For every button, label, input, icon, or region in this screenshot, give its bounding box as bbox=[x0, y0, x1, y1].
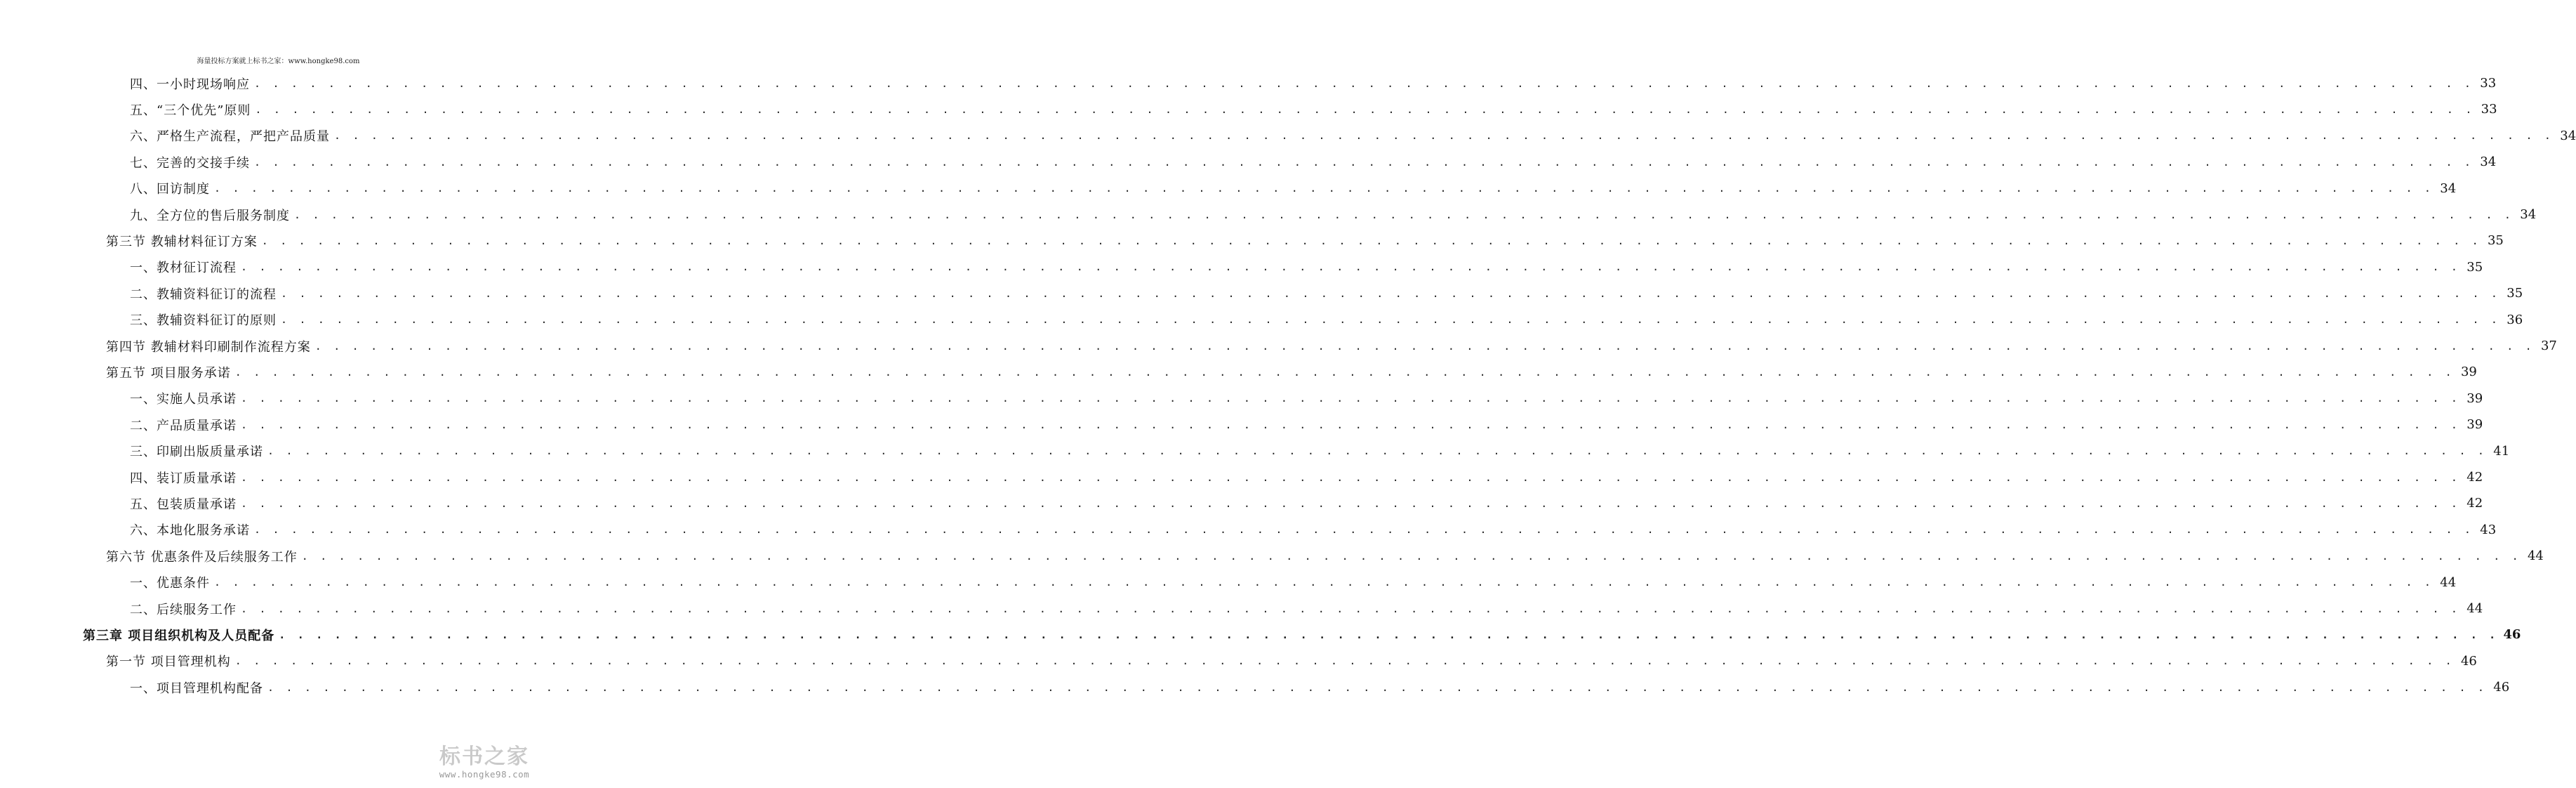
brand-logo bbox=[425, 745, 544, 780]
toc-entry-page: 42 bbox=[2467, 470, 2483, 485]
toc-entry-page: 33 bbox=[2480, 76, 2497, 91]
toc-leader-dots: . . . . . . . . . . . . . . . . . . . . . . . . . . . . . . . . . . . . . . . . . . . . . . . . . . . . . . . . . . . . . . . . . . . . . . . . . . . . . . . . . . . . . . . . . . . . . . . . . . . . . . . . . . . . . . . . . . . . . . . . bbox=[234, 365, 2455, 379]
toc-entry-label: 第四节 教辅材料印刷制作流程方案 bbox=[106, 339, 311, 355]
toc-entry-page: 43 bbox=[2480, 522, 2497, 537]
page-header: 海量投标方案就上标书之家：www.hongke98.com bbox=[197, 58, 360, 65]
toc-entry-label: 二、后续服务工作 bbox=[130, 602, 237, 617]
toc-entry-label: 五、“三个优先”原则 bbox=[130, 103, 251, 118]
toc-leader-dots: . . . . . . . . . . . . . . . . . . . . . . . . . . . . . . . . . . . . . . . . . . . . . . . . . . . . . . . . . . . . . . . . . . . . . . . . . . . . . . . . . . . . . . . . . . . . . . . . . . . . . . . . . . . . . . . . . . . . . . . . bbox=[267, 445, 2488, 458]
toc-entry bbox=[106, 648, 2477, 674]
toc-entry-label: 六、本地化服务承诺 bbox=[130, 523, 250, 539]
toc-entry-page: 42 bbox=[2467, 496, 2483, 511]
toc-entry bbox=[130, 386, 2483, 412]
toc-entry bbox=[130, 123, 2576, 149]
toc-entry-page: 44 bbox=[2467, 601, 2483, 616]
toc-entry-page: 33 bbox=[2481, 102, 2497, 117]
toc-entry-label: 五、包装质量承诺 bbox=[130, 497, 237, 512]
toc-entry-label: 四、装订质量承诺 bbox=[130, 471, 237, 486]
toc-entry bbox=[83, 622, 2521, 648]
toc-entry bbox=[130, 674, 2510, 700]
toc-entry-label: 一、优惠条件 bbox=[130, 576, 210, 591]
toc-entry bbox=[130, 464, 2483, 490]
toc-entry bbox=[106, 543, 2544, 569]
toc-leader-dots: . . . . . . . . . . . . . . . . . . . . . . . . . . . . . . . . . . . . . . . . . . . . . . . . . . . . . . . . . . . . . . . . . . . . . . . . . . . . . . . . . . . . . . . . . . . . . . . . . . . . . . . . . . . . . . . . . . . . . . . . bbox=[254, 155, 2474, 169]
toc-entry-label: 一、项目管理机构配备 bbox=[130, 681, 263, 696]
toc-leader-dots: . . . . . . . . . . . . . . . . . . . . . . . . . . . . . . . . . . . . . . . . . . . . . . . . . . . . . . . . . . . . . . . . . . . . . . . . . . . . . . . . . . . . . . . . . . . . . . . . . . . . . . . . . . . . . . . . . . . . . . . . bbox=[255, 103, 2475, 116]
toc-leader-dots: . . . . . . . . . . . . . . . . . . . . . . . . . . . . . . . . . . . . . . . . . . . . . . . . . . . . . . . . . . . . . . . . . . . . . . . . . . . . . . . . . . . . . . . . . . . . . . . . . . . . . . . . . . . . . . . . . . . . . . . . bbox=[301, 549, 2521, 563]
toc-entry bbox=[130, 280, 2523, 306]
toc-leader-dots: . . . . . . . . . . . . . . . . . . . . . . . . . . . . . . . . . . . . . . . . . . . . . . . . . . . . . . . . . . . . . . . . . . . . . . . . . . . . . . . . . . . . . . . . . . . . . . . . . . . . . . . . . . . . . . . . . . . . . . . . bbox=[281, 313, 2501, 327]
toc-entry-label: 第三节 教辅材料征订方案 bbox=[106, 234, 258, 249]
toc-entry bbox=[106, 359, 2477, 385]
toc-entry-page: 46 bbox=[2503, 627, 2521, 643]
toc-entry-page: 34 bbox=[2480, 155, 2497, 170]
toc-entry-label: 七、完善的交接手续 bbox=[130, 155, 250, 171]
toc-entry-page: 44 bbox=[2440, 574, 2457, 590]
toc-entry-page: 44 bbox=[2527, 549, 2544, 564]
toc-entry-label: 三、教辅资料征订的原则 bbox=[130, 313, 277, 329]
toc-leader-dots: . . . . . . . . . . . . . . . . . . . . . . . . . . . . . . . . . . . . . . . . . . . . . . . . . . . . . . . . . . . . . . . . . . . . . . . . . . . . . . . . . . . . . . . . . . . . . . . . . . . . . . . . . . . . . . . . . . . . . . . . bbox=[334, 129, 2554, 143]
toc-entry-page: 34 bbox=[2520, 207, 2537, 222]
toc-entry-page: 46 bbox=[2493, 680, 2510, 695]
toc-entry bbox=[130, 596, 2483, 622]
toc-leader-dots: . . . . . . . . . . . . . . . . . . . . . . . . . . . . . . . . . . . . . . . . . . . . . . . . . . . . . . . . . . . . . . . . . . . . . . . . . . . . . . . . . . . . . . . . . . . . . . . . . . . . . . . . . . . . . . . . . . . . . . . . bbox=[281, 287, 2501, 300]
logo-title: 标书之家 bbox=[439, 744, 529, 769]
toc-entry-page: 39 bbox=[2467, 390, 2483, 406]
toc-entry-label: 第五节 项目服务承诺 bbox=[106, 365, 231, 381]
toc-leader-dots: . . . . . . . . . . . . . . . . . . . . . . . . . . . . . . . . . . . . . . . . . . . . . . . . . . . . . . . . . . . . . . . . . . . . . . . . . . . . . . . . . . . . . . . . . . . . . . . . . . . . . . . . . . . . . . . . . . . . . . . . bbox=[241, 497, 2461, 510]
toc-entry bbox=[130, 202, 2537, 228]
toc-leader-dots: . . . . . . . . . . . . . . . . . . . . . . . . . . . . . . . . . . . . . . . . . . . . . . . . . . . . . . . . . . . . . . . . . . . . . . . . . . . . . . . . . . . . . . . . . . . . . . . . . . . . . . . . . . . . . . . . . . . . . . . . bbox=[261, 234, 2481, 247]
toc-entry-label: 一、教材征订流程 bbox=[130, 261, 237, 276]
toc-entry-page: 35 bbox=[2487, 233, 2504, 249]
toc-entry-label: 第六节 优惠条件及后续服务工作 bbox=[106, 549, 298, 565]
toc-entry bbox=[130, 438, 2510, 464]
toc-entry bbox=[106, 228, 2504, 254]
toc-entry-page: 46 bbox=[2460, 653, 2477, 669]
toc-entry-page: 35 bbox=[2467, 259, 2483, 275]
toc-entry bbox=[130, 517, 2497, 543]
toc-entry-page: 35 bbox=[2507, 286, 2523, 301]
toc-entry bbox=[130, 570, 2457, 596]
toc-leader-dots: . . . . . . . . . . . . . . . . . . . . . . . . . . . . . . . . . . . . . . . . . . . . . . . . . . . . . . . . . . . . . . . . . . . . . . . . . . . . . . . . . . . . . . . . . . . . . . . . . . . . . . . . . . . . . . . . . . . . . . . . bbox=[241, 392, 2461, 405]
toc-entry-label: 二、产品质量承诺 bbox=[130, 418, 237, 433]
toc-leader-dots: . . . . . . . . . . . . . . . . . . . . . . . . . . . . . . . . . . . . . . . . . . . . . . . . . . . . . . . . . . . . . . . . . . . . . . . . . . . . . . . . . . . . . . . . . . . . . . . . . . . . . . . . . . . . . . . . . . . . . . . . bbox=[279, 628, 2499, 641]
toc-leader-dots: . . . . . . . . . . . . . . . . . . . . . . . . . . . . . . . . . . . . . . . . . . . . . . . . . . . . . . . . . . . . . . . . . . . . . . . . . . . . . . . . . . . . . . . . . . . . . . . . . . . . . . . . . . . . . . . . . . . . . . . . bbox=[254, 77, 2474, 90]
toc-entry-label: 六、严格生产流程，严把产品质量 bbox=[130, 129, 330, 145]
toc-entry-label: 第一节 项目管理机构 bbox=[106, 655, 231, 670]
toc-entry bbox=[130, 176, 2457, 202]
toc-entry bbox=[130, 70, 2497, 96]
logo-url: www.hongke98.com bbox=[439, 769, 530, 780]
toc-entry-page: 41 bbox=[2493, 443, 2510, 459]
toc-leader-dots: . . . . . . . . . . . . . . . . . . . . . . . . . . . . . . . . . . . . . . . . . . . . . . . . . . . . . . . . . . . . . . . . . . . . . . . . . . . . . . . . . . . . . . . . . . . . . . . . . . . . . . . . . . . . . . . . . . . . . . . . bbox=[294, 208, 2514, 221]
toc-entry-label: 一、实施人员承诺 bbox=[130, 392, 237, 407]
toc-leader-dots: . . . . . . . . . . . . . . . . . . . . . . . . . . . . . . . . . . . . . . . . . . . . . . . . . . . . . . . . . . . . . . . . . . . . . . . . . . . . . . . . . . . . . . . . . . . . . . . . . . . . . . . . . . . . . . . . . . . . . . . . bbox=[241, 471, 2461, 484]
toc-entry bbox=[130, 412, 2483, 438]
toc-leader-dots: . . . . . . . . . . . . . . . . . . . . . . . . . . . . . . . . . . . . . . . . . . . . . . . . . . . . . . . . . . . . . . . . . . . . . . . . . . . . . . . . . . . . . . . . . . . . . . . . . . . . . . . . . . . . . . . . . . . . . . . . bbox=[241, 261, 2461, 274]
toc-leader-dots: . . . . . . . . . . . . . . . . . . . . . . . . . . . . . . . . . . . . . . . . . . . . . . . . . . . . . . . . . . . . . . . . . . . . . . . . . . . . . . . . . . . . . . . . . . . . . . . . . . . . . . . . . . . . . . . . . . . . . . . . bbox=[214, 576, 2434, 589]
toc-entry-label: 四、一小时现场响应 bbox=[130, 77, 250, 92]
toc-leader-dots: . . . . . . . . . . . . . . . . . . . . . . . . . . . . . . . . . . . . . . . . . . . . . . . . . . . . . . . . . . . . . . . . . . . . . . . . . . . . . . . . . . . . . . . . . . . . . . . . . . . . . . . . . . . . . . . . . . . . . . . . bbox=[241, 602, 2461, 615]
toc-leader-dots: . . . . . . . . . . . . . . . . . . . . . . . . . . . . . . . . . . . . . . . . . . . . . . . . . . . . . . . . . . . . . . . . . . . . . . . . . . . . . . . . . . . . . . . . . . . . . . . . . . . . . . . . . . . . . . . . . . . . . . . . bbox=[314, 339, 2535, 353]
toc-entry-label: 二、教辅资料征订的流程 bbox=[130, 287, 277, 302]
toc-entry-page: 39 bbox=[2460, 365, 2477, 380]
toc-entry-page: 36 bbox=[2507, 312, 2523, 327]
toc-entry-page: 34 bbox=[2440, 180, 2457, 196]
toc-entry-label: 九、全方位的售后服务制度 bbox=[130, 208, 290, 223]
toc-leader-dots: . . . . . . . . . . . . . . . . . . . . . . . . . . . . . . . . . . . . . . . . . . . . . . . . . . . . . . . . . . . . . . . . . . . . . . . . . . . . . . . . . . . . . . . . . . . . . . . . . . . . . . . . . . . . . . . . . . . . . . . . bbox=[254, 523, 2474, 537]
toc-entry-page: 34 bbox=[2560, 128, 2576, 143]
toc-entry bbox=[130, 307, 2523, 333]
toc-entry-label: 第三章 项目组织机构及人员配备 bbox=[83, 628, 275, 643]
toc-entry-page: 37 bbox=[2540, 339, 2557, 353]
toc-entry-label: 八、回访制度 bbox=[130, 182, 210, 197]
toc-entry-page: 39 bbox=[2467, 417, 2483, 433]
toc-leader-dots: . . . . . . . . . . . . . . . . . . . . . . . . . . . . . . . . . . . . . . . . . . . . . . . . . . . . . . . . . . . . . . . . . . . . . . . . . . . . . . . . . . . . . . . . . . . . . . . . . . . . . . . . . . . . . . . . . . . . . . . . bbox=[241, 418, 2461, 431]
toc-entry bbox=[130, 96, 2497, 122]
toc-entry bbox=[130, 490, 2483, 516]
toc-leader-dots: . . . . . . . . . . . . . . . . . . . . . . . . . . . . . . . . . . . . . . . . . . . . . . . . . . . . . . . . . . . . . . . . . . . . . . . . . . . . . . . . . . . . . . . . . . . . . . . . . . . . . . . . . . . . . . . . . . . . . . . . bbox=[267, 681, 2488, 694]
toc-leader-dots: . . . . . . . . . . . . . . . . . . . . . . . . . . . . . . . . . . . . . . . . . . . . . . . . . . . . . . . . . . . . . . . . . . . . . . . . . . . . . . . . . . . . . . . . . . . . . . . . . . . . . . . . . . . . . . . . . . . . . . . . bbox=[214, 182, 2434, 195]
toc-entry bbox=[130, 149, 2497, 175]
toc-entry bbox=[106, 333, 2557, 359]
toc-leader-dots: . . . . . . . . . . . . . . . . . . . . . . . . . . . . . . . . . . . . . . . . . . . . . . . . . . . . . . . . . . . . . . . . . . . . . . . . . . . . . . . . . . . . . . . . . . . . . . . . . . . . . . . . . . . . . . . . . . . . . . . . bbox=[234, 655, 2455, 668]
toc-entry bbox=[130, 254, 2483, 280]
toc-entry-label: 三、印刷出版质量承诺 bbox=[130, 445, 263, 460]
